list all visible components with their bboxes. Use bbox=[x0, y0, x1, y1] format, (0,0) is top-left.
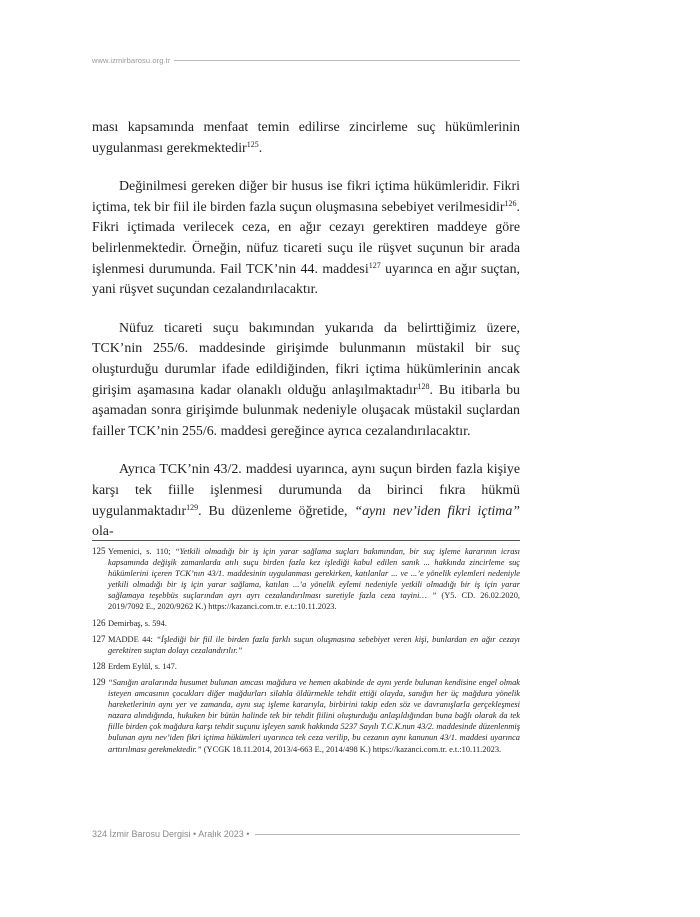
footnote-quote: “İşlediği bir fiil ile birden fazla farklı suçun oluşmasına sebebiyet veren kişi, bunlardan en ağır cezayı gerektiren suçtan dolayı cezalandırılır.” bbox=[108, 634, 520, 655]
paragraph-1 bbox=[92, 118, 520, 159]
footnote-separator bbox=[92, 540, 520, 541]
footnote-text: Demirbaş, s. 594. bbox=[108, 618, 167, 628]
main-text bbox=[92, 118, 520, 561]
paragraph-text: Ayrıca TCK’nin 43/2. maddesi uyarınca, aynı suçun birden fazla kişiye karşı tek fiille işlenmesi durumunda da birinci fıkra hükmü uygulanmaktadır bbox=[92, 462, 520, 519]
paragraph-2 bbox=[92, 177, 520, 301]
footnote-text bbox=[108, 677, 520, 755]
italic-term: “aynı nev’iden fikri içtima” bbox=[354, 503, 520, 519]
paragraph-3 bbox=[92, 319, 520, 443]
footnote-number: 126 bbox=[92, 617, 106, 628]
paragraph-text: . Fikri içtimada verilecek ceza, en ağır cezayı gerektiren maddeye göre belirlenmektedir. Örneğin, nüfuz ticareti suçu ile rüşvet suçunun bir arada işlenmesi durumunda. Fail TCK’nin 44. maddesi bbox=[92, 199, 520, 277]
footnote-author: Yemenici, s. 110; bbox=[108, 547, 175, 556]
footnote-quote: “Yetkili olmadığı bir iş için yarar sağlama suçları bakımından, bir suç işleme kararının icrası kapsamında değişik zamanlarda atılı suçu birden fazla kez işlediği kabul edilen sanık ... hakkında zincirleme suç hükümlerini içeren TCK’nın 43/1. maddesinin uygulanması gerekirken, katılanlar ... ve ...’e yönelik eylemleri nedeniyle yetkili olmadığı bir iş için yarar sağlama, katılan ...’a yönelik eylemi nedeniyle yetkili olmadığı bir iş için yarar sağlamaya teşebbüs suçlarından ayrı ayrı cezalandırılması suretiyle fazla ceza tayini… ” bbox=[108, 547, 520, 601]
footnote-ref-125[interactable]: 125 bbox=[246, 139, 259, 149]
footnote-citation: (YCGK 18.11.2014, 2013/4-663 E., 2014/498 K.) https://kazanci.com.tr. e.t.:10.11.2023. bbox=[201, 744, 502, 754]
footnote-number: 127 bbox=[92, 633, 106, 644]
paragraph-text: . Bu itibarla bu aşamadan sonra girişimde bulunmak nedeniyle oluşacak müstakil suçlardan failler TCK’nin 255/6. maddesi gereğince ayrıca cezalandırılacaktır. bbox=[92, 382, 520, 439]
paragraph-text: . bbox=[258, 140, 263, 156]
footnote-text: Erdem Eylül, s. 147. bbox=[108, 661, 177, 671]
paragraph-text: ması kapsamında menfaat temin edilirse zincirleme suç hükümlerinin uygulanması gerekmektedir bbox=[92, 120, 520, 156]
footnotes bbox=[92, 546, 520, 760]
header-rule bbox=[174, 60, 520, 61]
footer-rule bbox=[255, 834, 520, 835]
paragraph-text: Değinilmesi gereken diğer bir husus ise fikri içtima hükümleridir. Fikri içtima, tek bir fiil ile birden fazla suçun oluşmasına sebebiyet verilmesidir bbox=[92, 179, 520, 215]
paragraph-text: ola- bbox=[92, 524, 114, 540]
footnote-text bbox=[108, 634, 520, 656]
header-url: www.izmirbarosu.org.tr bbox=[92, 55, 171, 65]
footnote-127 bbox=[92, 634, 520, 656]
paragraph-text: uyarınca en ağır suçtan, yani rüşvet suçundan cezalandırılacaktır. bbox=[92, 261, 521, 298]
footnote-number: 128 bbox=[92, 660, 106, 671]
paragraph-text: Nüfuz ticareti suçu bakımından yukarıda da belirttiğimiz üzere, TCK’nin 255/6. maddesinde girişimde bulunmanın müstakil bir suç oluşturduğu durumlar ifade edildiğinden, fikri içtima hükümlerinin ancak girişim aşamasına kadar olanaklı olduğu anlaşılmaktadır bbox=[92, 320, 520, 398]
footnote-128 bbox=[92, 661, 520, 672]
footnote-quote: “Sanığın aralarında husumet bulunan amcası mağdura ve hemen akabinde de aynı yerde bulunan kendisine engel olmak isteyen amcasının çocukları diğer mağdurları silahla öldürmekle tehdit ettiği olayda, sanığın her üç mağdura yönelik hareketlerinin aynı yer ve zamanda, aynı suç işleme kararıyla, birbirini takip eden söz ve davranışlarla gerçekleşmesi nazara alındığında, hukuken bir bütün halinde tek bir tehdit fiilini oluşturduğu anlaşıldığından buna bağlı olarak da tek fiille birden çok mağdura karşı tehdit suçunu işleyen sanık hakkında 5237 Sayılı T.C.K.nun 43/2. maddesinde düzenlenmiş bulunan aynı nev’iden fikri içtima hükümleri uyarınca tek ceza verilip, bu cezanın aynı kanunun 43/1. maddesi uyarınca arttırılması gerekmektedir.” bbox=[108, 677, 520, 754]
footnote-ref-126[interactable]: 126 bbox=[504, 198, 517, 208]
footnote-number: 125 bbox=[92, 546, 106, 556]
footnote-ref-128[interactable]: 128 bbox=[417, 381, 430, 391]
page-footer bbox=[92, 828, 520, 840]
paragraph-4 bbox=[92, 460, 520, 542]
footer-page-info: 324 İzmir Barosu Dergisi • Aralık 2023 • bbox=[92, 829, 250, 839]
footnote-ref-127[interactable]: 127 bbox=[368, 260, 381, 270]
paragraph-text: . Bu düzenleme öğretide, bbox=[198, 503, 355, 519]
footnote-129 bbox=[92, 677, 520, 755]
footnote-125 bbox=[92, 546, 520, 613]
page-header bbox=[92, 54, 520, 66]
footnote-lead: MADDE 44: bbox=[108, 634, 157, 644]
footnote-ref-129[interactable]: 129 bbox=[186, 502, 199, 512]
footnote-text bbox=[108, 546, 520, 613]
footnote-citation: (Y5. CD. 26.02.2020, 2019/7092 E., 2020/9262 K.) https://kazanci.com.tr. e.t.:10.11.2023. bbox=[108, 591, 520, 612]
footnote-126 bbox=[92, 618, 520, 629]
footnote-number: 129 bbox=[92, 676, 106, 687]
